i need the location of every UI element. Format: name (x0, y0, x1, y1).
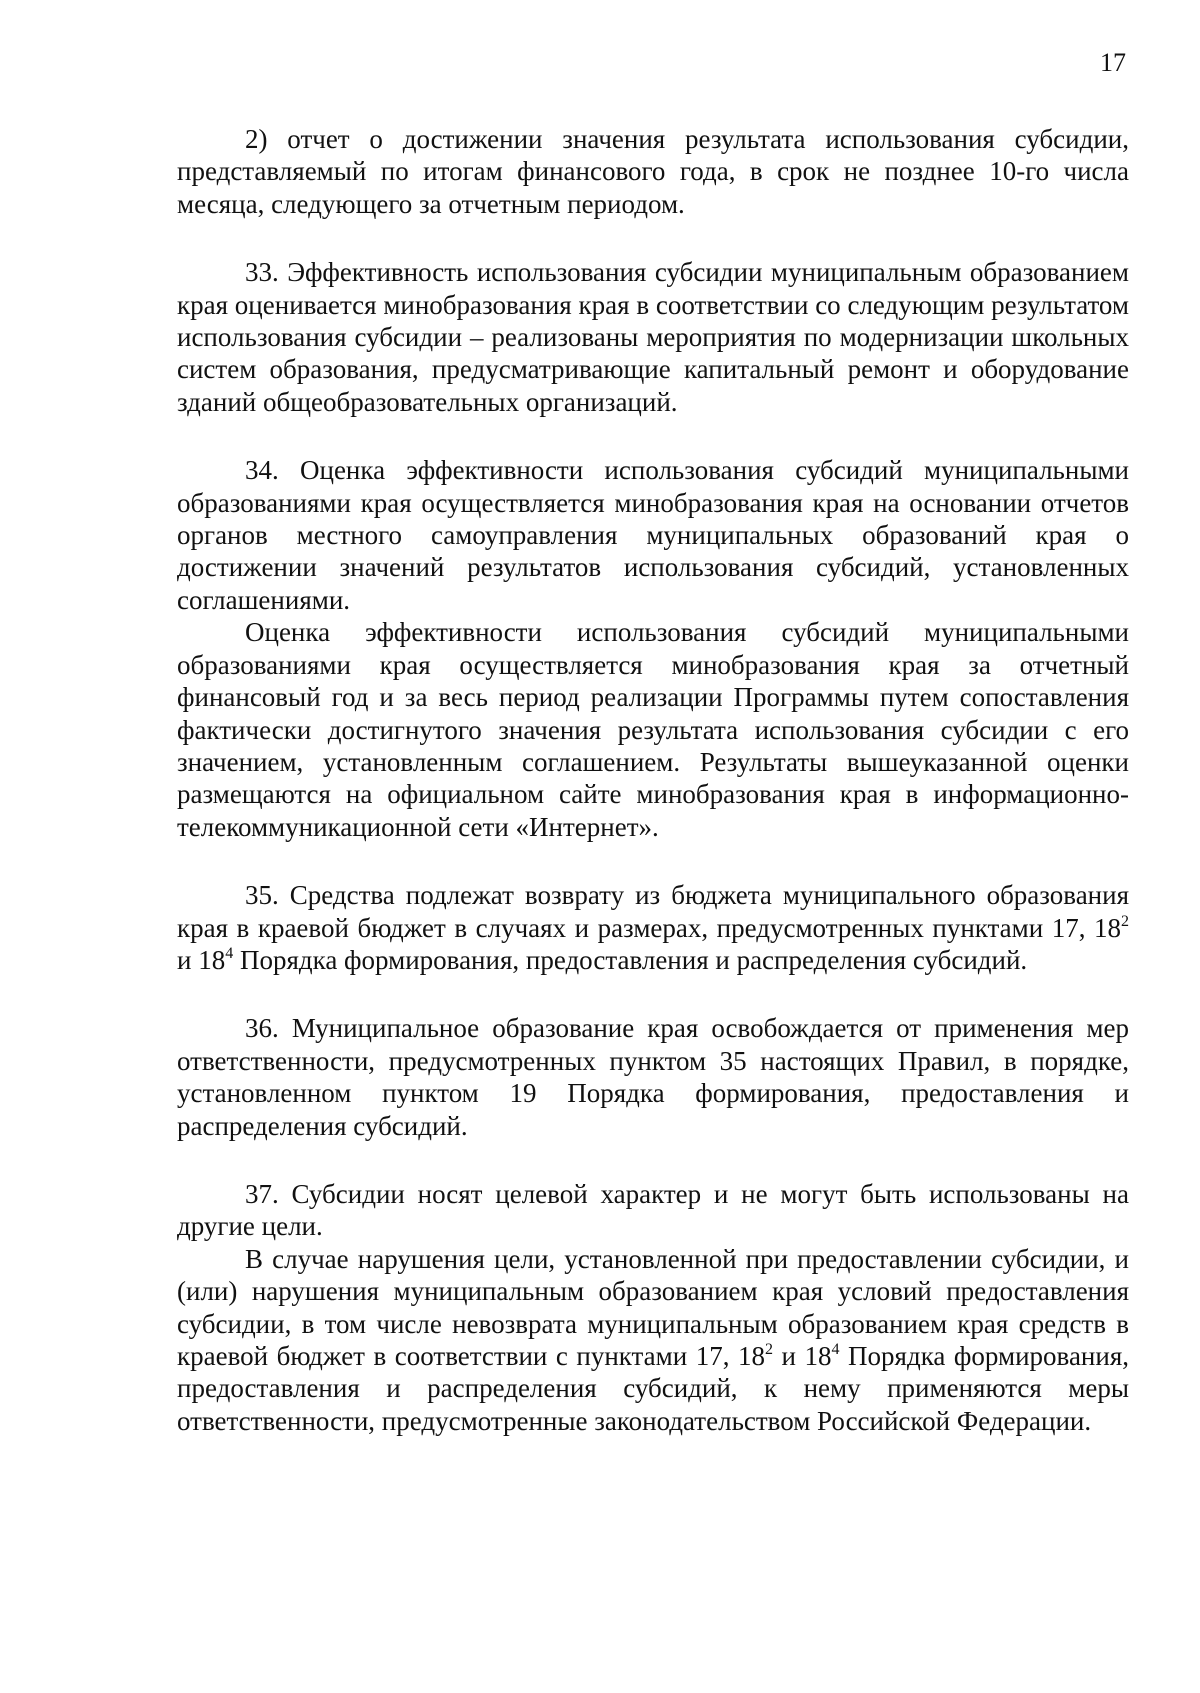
superscript: 2 (1121, 912, 1129, 930)
paragraph-33 (177, 256, 1129, 418)
paragraph-text: 36. Муниципальное образование края освобождается от применения мер ответственности, предусмотренных пунктом 35 настоящих Правил, в порядке, установленном пунктом 19 Порядка формирования, предоставления и распределения субсидий. (177, 1013, 1129, 1141)
paragraph-text: Порядка формирования, предоставления и распределения субсидий, к нему применяются меры ответственности, предусмотренные законодательством Российской Федерации. (177, 1341, 1130, 1436)
paragraph-text: 2) отчет о достижении значения результата использования субсидии, представляемый по итогам финансового года, в срок не позднее 10-го числа месяца, следующего за отчетным периодом. (177, 124, 1129, 219)
paragraph-text: В случае нарушения цели, установленной при предоставлении субсидии, и (или) нарушения муниципальным образованием края условий предоставления субсидии, в том числе невозврата муниципальным образованием края средств в краевой бюджет в соответствии с пунктами 17, 18 (177, 1243, 1129, 1371)
page-number: 17 (1100, 48, 1126, 77)
superscript: 4 (831, 1341, 840, 1358)
paragraph-34-continued (177, 616, 1129, 843)
paragraph-text: 37. Субсидии носят целевой характер и не могут быть использованы на другие цели. (177, 1178, 1129, 1242)
paragraph-36 (177, 1012, 1129, 1142)
paragraph-text: и 18 (177, 944, 226, 975)
paragraph-text: и 18 (773, 1341, 832, 1371)
paragraph-text: Порядка формирования, предоставления и распределения субсидий. (233, 944, 1028, 975)
paragraph-34 (177, 454, 1129, 616)
paragraph-text: 33. Эффективность использования субсидии муниципальным образованием края оценивается минобразования края в соответствии со следующим результатом использования субсидии – реализованы мероприятия по модернизации школьных систем образования, предусматривающие капитальный ремонт и оборудование зданий общеобразовательных организаций. (177, 257, 1129, 417)
paragraph-text: 35. Средства подлежат возврату из бюджета муниципального образования края в краевой бюджет в случаях и размерах, предусмотренных пунктами 17, 18 (177, 880, 1129, 943)
paragraph-37 (177, 1178, 1129, 1243)
paragraph-37-continued (177, 1243, 1129, 1437)
superscript: 2 (765, 1341, 774, 1358)
paragraph-35 (177, 879, 1129, 976)
paragraph-text: 34. Оценка эффективности использования субсидий муниципальными образованиями края осуществляется минобразования края на основании отчетов органов местного самоуправления муниципальных образований края о достижении значений результатов использования субсидий, установленных соглашениями. (177, 455, 1129, 615)
paragraph-text: Оценка эффективности использования субсидий муниципальными образованиями края осуществляется минобразования края за отчетный финансовый год и за весь период реализации Программы путем сопоставления фактически достигнутого значения результата использования субсидии с его значением, установленным соглашением. Результаты вышеуказанной оценки размещаются на официальном сайте минобразования края в информационно-телекоммуникационной сети «Интернет». (177, 617, 1129, 842)
paragraph-report-item-2 (177, 123, 1129, 220)
superscript: 4 (225, 944, 234, 962)
document-body (177, 123, 1129, 1437)
